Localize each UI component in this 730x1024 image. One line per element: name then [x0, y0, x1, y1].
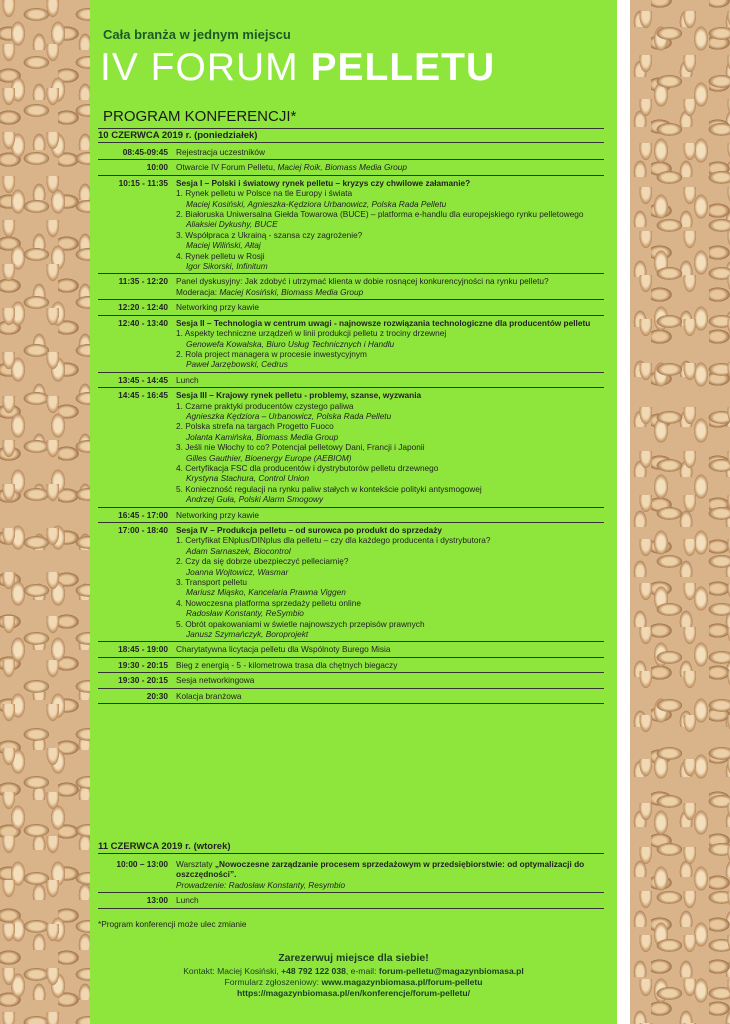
row-body: [176, 895, 604, 905]
schedule-row: [98, 373, 604, 388]
session-item: [176, 251, 604, 272]
row-time: 10:00: [146, 162, 168, 173]
row-body: [176, 390, 604, 504]
item-title: 1. Rynek pelletu w Polsce na tle Europy i świata: [176, 188, 353, 199]
session-item: [176, 349, 604, 370]
schedule-row: [98, 658, 604, 673]
row-time: 12:20 - 12:40: [118, 302, 168, 313]
item-title: 3. Jeśli nie Włochy to co? Potencjał pelletowy Dani, Francji i Japonii: [176, 442, 425, 453]
row-text-italic: Prowadzenie: Radosław Konstanty, Resymbio: [176, 879, 346, 890]
item-title: 2. Czy da się dobrze ubezpieczyć pelleciarnię?: [176, 556, 349, 567]
item-speaker: Maciej Wiliński, Ałtaj: [186, 240, 261, 251]
schedule-row: [98, 508, 604, 523]
item-speaker: Agnieszka Kędziora – Urbanowicz, Polska Rada Pelletu: [186, 410, 392, 421]
row-text-italic: Maciej Kosiński, Biomass Media Group: [219, 286, 364, 297]
item-speaker: Aliaksiei Dykushy, BUCE: [186, 219, 278, 230]
row-body: [176, 675, 604, 685]
session-item: [176, 401, 604, 422]
session-title: Sesja I – Polski i światowy rynek pelletu – kryzys czy chwilowe załamanie?: [176, 177, 471, 188]
schedule-row: [98, 176, 604, 275]
row-time: 14:45 - 16:45: [118, 390, 168, 401]
session-item: [176, 598, 604, 619]
session-item: [176, 421, 604, 442]
schedule-row: [98, 160, 604, 175]
row-text: Charytatywna licytacja pelletu dla Wspólnoty Burego Misia: [176, 644, 391, 655]
schedule-row: [98, 642, 604, 657]
row-text: Networking przy kawie: [176, 509, 259, 520]
row-time: 19:30 - 20:15: [118, 675, 168, 686]
schedule-row: [98, 673, 604, 688]
item-speaker: Janusz Szymańczyk, Boroprojekt: [186, 629, 309, 640]
row-text-line2: Moderacja: Maciej Kosiński, Biomass Media Group: [176, 286, 364, 297]
row-body: [176, 318, 604, 370]
program-note: *Program konferencji może ulec zmianie: [98, 919, 247, 929]
row-text: Networking przy kawie: [176, 302, 259, 313]
row-time: 13:00: [146, 895, 168, 906]
item-speaker: Andrzej Guła, Polski Alarm Smogowy: [186, 494, 324, 505]
schedule-row: [98, 388, 604, 507]
registration-form-link[interactable]: www.magazynbiomasa.pl/forum-pelletu: [321, 977, 483, 987]
item-speaker: Paweł Jarzębowski, Cedrus: [186, 359, 288, 370]
session-item: [176, 209, 604, 230]
session-title: Sesja III – Krajowy rynek pelletu - problemy, szanse, wyzwania: [176, 390, 422, 401]
schedule-row: [98, 274, 604, 300]
item-title: 5. Konieczność regulacji na rynku paliw stałych w kontekście polityki antysmogowej: [176, 483, 482, 494]
item-title: 1. Certyfikat ENplus/DINplus dla pelletu – czy dla każdego producenta i dystrybutora?: [176, 535, 491, 546]
item-speaker: Joanna Wojtowicz, Wasmar: [186, 566, 289, 577]
form-line: Formularz zgłoszeniowy: www.magazynbiomasa.pl/forum-pelletu: [224, 977, 483, 987]
pellet-background-right: [630, 0, 730, 1024]
session-title: Sesja IV – Produkcja pelletu – od surowca po produkt do sprzedaży: [176, 525, 443, 535]
schedule-row: [98, 689, 604, 704]
item-speaker: Genowefa Kowalska, Biuro Usług Technicznych i Handlu: [186, 338, 395, 349]
row-time: 13:45 - 14:45: [118, 374, 168, 385]
row-time: 10:00 – 13:00: [116, 859, 168, 869]
row-time: 12:40 - 13:40: [118, 317, 168, 328]
schedule-row: [98, 893, 604, 908]
row-text: Bieg z energią - 5 - kilometrowa trasa dla chętnych biegaczy: [176, 659, 398, 670]
day-1-heading: 10 CZERWCA 2019 r. (poniedziałek): [98, 128, 604, 143]
footer-contact: [90, 953, 617, 999]
schedule-row: [98, 145, 604, 160]
row-body: [176, 660, 604, 670]
item-speaker: Igor Sikorski, Infinitum: [186, 261, 268, 272]
day-2-schedule: [98, 857, 604, 909]
row-text-line2: [176, 880, 604, 890]
item-speaker: Krystyna Stachura, Control Union: [186, 473, 310, 484]
program-panel: [90, 0, 617, 1024]
item-title: 2. Białoruska Uniwersalna Giełda Towarowa (BUCE) – platforma e-handlu dla europejskiego rynku pelletowego: [176, 209, 584, 220]
row-time: 17:00 - 18:40: [118, 525, 168, 535]
item-title: 4. Rynek pelletu w Rosji: [176, 250, 265, 261]
row-text: Panel dyskusyjny: Jak zdobyć i utrzymać klienta w dobie rosnącej konkurencyjności na rynku pelletu?: [176, 276, 549, 287]
row-time: 11:35 - 12:20: [118, 276, 168, 287]
item-title: 1. Czarne praktyki producentów czystego paliwa: [176, 400, 354, 411]
item-title: 1. Aspekty techniczne urządzeń w linii produkcji pelletu z trociny drzewnej: [176, 328, 447, 339]
item-speaker: Mariusz Miąsko, Kancelaria Prawna Viggen: [186, 587, 346, 598]
event-title-light: IV FORUM: [100, 46, 311, 89]
row-time: 08:45-09:45: [122, 147, 168, 157]
row-body: [176, 302, 604, 312]
en-link-line: [90, 988, 617, 999]
day-2-heading: 11 CZERWCA 2019 r. (wtorek): [98, 841, 604, 854]
item-speaker: Jolanta Kamińska, Biomass Media Group: [186, 431, 339, 442]
row-body: [176, 644, 604, 654]
row-text: Sesja networkingowa: [176, 675, 255, 686]
reserve-cta: Zarezerwuj miejsce dla siebie!: [278, 952, 429, 964]
program-title: PROGRAM KONFERENCJI*: [103, 108, 297, 125]
schedule-row: [98, 316, 604, 373]
contact-line: Kontakt: Maciej Kosiński, +48 792 122 038, e-mail: forum-pelletu@magazynbiomasa.pl: [183, 966, 524, 976]
session-item: [176, 188, 604, 209]
row-body: [176, 276, 604, 297]
item-speaker: Gilles Gauthier, Bioenergy Europe (AEBIOM): [186, 452, 352, 463]
session-item: [176, 442, 604, 463]
session-item: [176, 619, 604, 640]
item-speaker: Adam Sarnaszek, Biocontrol: [186, 545, 291, 556]
session-item: [176, 484, 604, 505]
row-body: [176, 147, 604, 157]
row-text: Warsztaty „Nowoczesne zarządzanie procesem sprzedażowym w przedsiębiorstwie: od optymalizacji do oszczędności”.: [176, 859, 585, 880]
session-item: [176, 328, 604, 349]
item-speaker: Maciej Kosiński, Agnieszka-Kędziora Urbanowicz, Polska Rada Pelletu: [186, 198, 447, 209]
pellet-background-left: [0, 0, 90, 1024]
row-time: 10:15 - 11:35: [118, 177, 168, 188]
item-speaker: Radosław Konstanty, ReSymbio: [186, 608, 304, 619]
row-text: Kolacja branżowa: [176, 690, 242, 701]
session-item: [176, 463, 604, 484]
row-body: [176, 859, 604, 890]
row-text: Lunch: [176, 895, 199, 906]
row-body: [176, 375, 604, 385]
session-item: [176, 556, 604, 577]
item-title: 4. Certyfikacja FSC dla producentów i dystrybutorów pelletu drzewnego: [176, 462, 439, 473]
day-1-schedule: [98, 145, 604, 704]
event-title-bold: PELLETU: [310, 46, 496, 89]
item-title: 3. Współpraca z Ukrainą - szansa czy zagrożenie?: [176, 229, 363, 240]
row-body: [176, 510, 604, 520]
item-title: 2. Polska strefa na targach Progetto Fuoco: [176, 421, 334, 432]
session-title: Sesja II – Technologia w centrum uwagi - najnowsze rozwiązania technologiczne dla producentów pelletu: [176, 317, 591, 328]
row-time: 19:30 - 20:15: [118, 659, 168, 670]
item-title: 2. Rola project managera w procesie inwestycyjnym: [176, 348, 367, 359]
row-body: [176, 178, 604, 272]
session-item: [176, 577, 604, 598]
session-item: [176, 535, 604, 556]
item-title: 3. Transport pelletu: [176, 577, 248, 588]
row-text: Rejestracja uczestników: [176, 147, 265, 157]
row-time: 20:30: [146, 690, 168, 701]
row-time: 16:45 - 17:00: [118, 509, 168, 520]
row-time: 18:45 - 19:00: [118, 644, 168, 655]
item-title: 5. Obrót opakowaniami w świetle najnowszych przepisów prawnych: [176, 618, 425, 629]
session-item: [176, 230, 604, 251]
schedule-row: [98, 523, 604, 642]
row-text-italic: Maciej Roik, Biomass Media Group: [277, 162, 408, 173]
row-body: [176, 525, 604, 639]
item-title: 4. Nowoczesna platforma sprzedaży pelletu online: [176, 597, 361, 608]
schedule-row: [98, 857, 604, 893]
row-text: Otwarcie IV Forum Pelletu, Maciej Roik, Biomass Media Group: [176, 162, 408, 173]
contact-email-link[interactable]: forum-pelletu@magazynbiomasa.pl: [378, 966, 524, 976]
row-body: [176, 691, 604, 701]
contact-phone[interactable]: +48 792 122 038: [281, 966, 346, 976]
english-page-link[interactable]: https://magazynbiomasa.pl/en/konferencje/forum-pelletu/: [236, 988, 471, 998]
row-text-bold: „Nowoczesne zarządzanie procesem sprzedażowym w przedsiębiorstwie: od optymalizacji do oszczędności”.: [176, 859, 585, 880]
schedule-row: [98, 300, 604, 315]
tagline: Cała branża w jednym miejscu: [103, 27, 291, 42]
row-text: Lunch: [176, 374, 199, 385]
row-body: [176, 162, 604, 172]
event-title: [100, 46, 495, 90]
